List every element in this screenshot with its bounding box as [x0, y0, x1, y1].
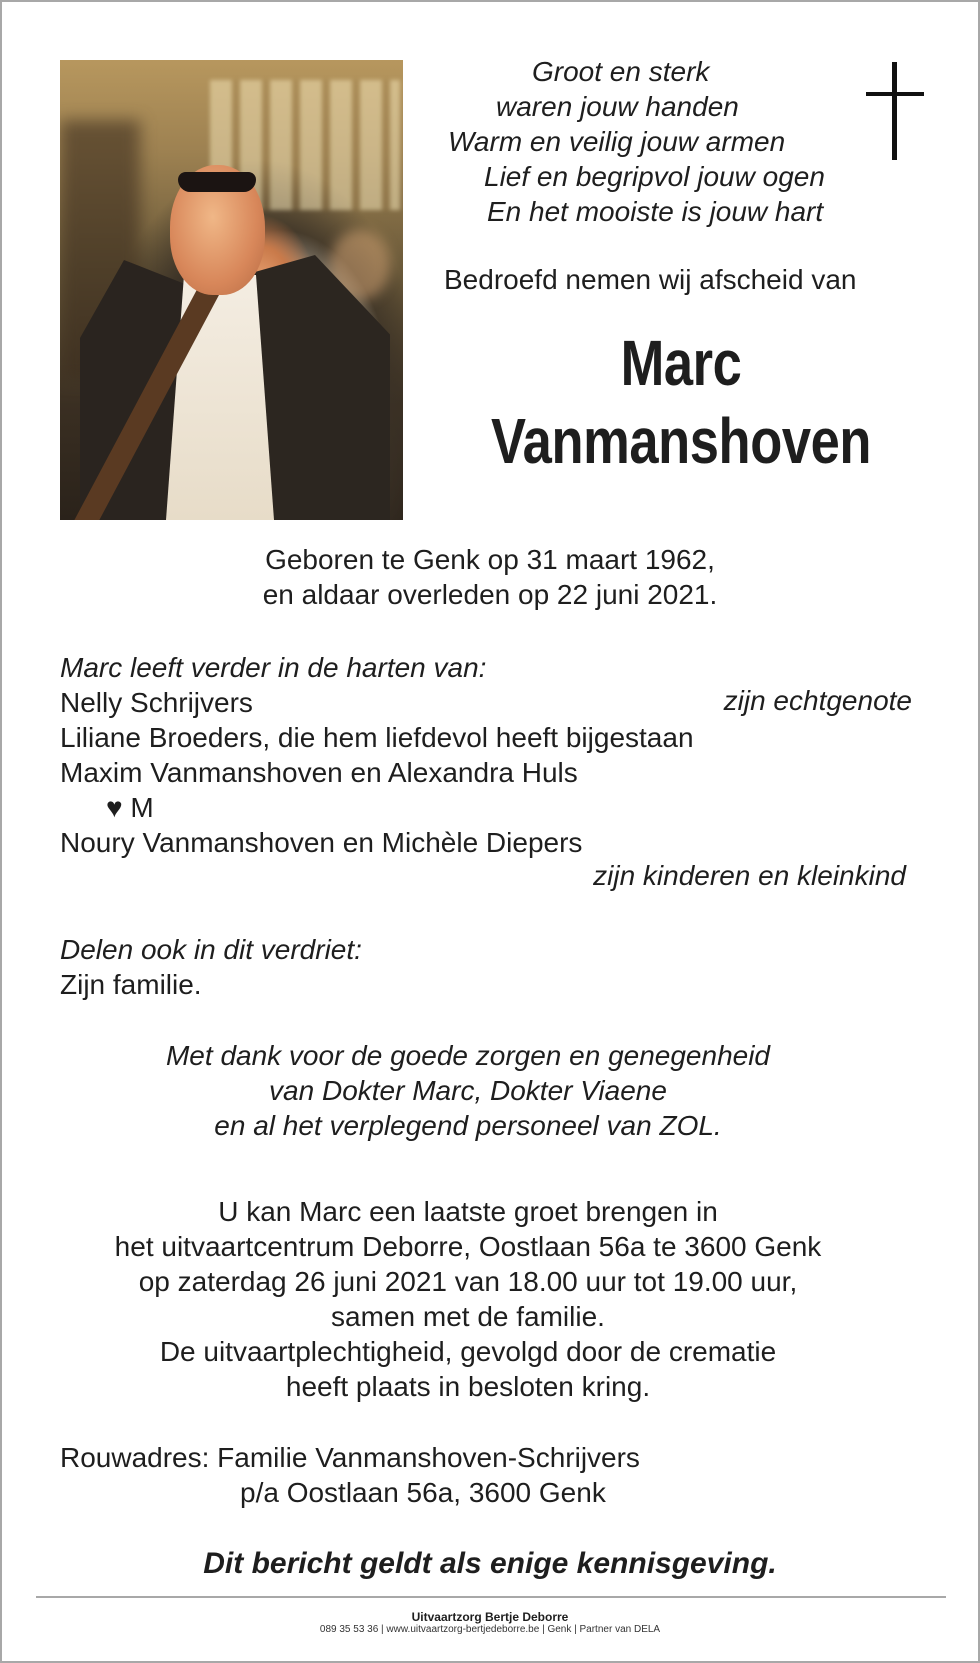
- visitation-line: De uitvaartplechtigheid, gevolgd door de crematie: [159, 1336, 777, 1367]
- closing-notice: Dit bericht geldt als enige kennisgeving.: [203, 1547, 777, 1580]
- farewell-text: Bedroefd nemen wij afscheid van: [444, 264, 857, 295]
- poem-line: Lief en begripvol jouw ogen: [484, 161, 825, 192]
- address-line: p/a Oostlaan 56a, 3600 Genk: [240, 1477, 606, 1508]
- deceased-name: [485, 324, 877, 480]
- poem-line: Warm en veilig jouw armen: [448, 126, 786, 157]
- caregiver-line: Liliane Broeders, die hem liefdevol heeft bijgestaan: [60, 722, 694, 753]
- poem-line: waren jouw handen: [496, 91, 739, 122]
- child-line: Maxim Vanmanshoven en Alexandra Huls: [60, 757, 578, 788]
- survivors-heading: Marc leeft verder in de harten van:: [60, 652, 487, 683]
- spouse-name: Nelly Schrijvers: [60, 687, 253, 718]
- death-line: en aldaar overleden op 22 juni 2021.: [262, 579, 718, 610]
- thanks-line: en al het verplegend personeel van ZOL.: [214, 1110, 722, 1141]
- visitation-line: U kan Marc een laatste groet brengen in: [218, 1196, 718, 1227]
- grandchild-line: ♥ M: [106, 792, 154, 823]
- spouse-relation: zijn echtgenote: [723, 685, 912, 716]
- funeral-home-name: Uitvaartzorg Bertje Deborre: [411, 1610, 569, 1624]
- visitation-line: heeft plaats in besloten kring.: [285, 1371, 651, 1402]
- visitation-line: op zaterdag 26 juni 2021 van 18.00 uur tot 19.00 uur,: [138, 1266, 798, 1297]
- footer-divider: [36, 1596, 946, 1598]
- poem-line: Groot en sterk: [532, 56, 710, 87]
- visitation-line: het uitvaartcentrum Deborre, Oostlaan 56a te 3600 Genk: [114, 1231, 822, 1262]
- portrait-photo: [60, 60, 403, 520]
- poem-line: En het mooiste is jouw hart: [487, 196, 824, 227]
- last-name: Vanmanshoven: [490, 405, 872, 477]
- funeral-home-details: 089 35 53 36 | www.uitvaartzorg-bertjedeborre.be | Genk | Partner van DELA: [319, 1624, 661, 1635]
- first-name: Marc: [620, 327, 742, 399]
- thanks-line: Met dank voor de goede zorgen en genegenheid: [165, 1040, 771, 1071]
- child-line: Noury Vanmanshoven en Michèle Diepers: [60, 827, 583, 858]
- children-relation: zijn kinderen en kleinkind: [593, 860, 906, 891]
- thanks-line: van Dokter Marc, Dokter Viaene: [269, 1075, 667, 1106]
- birth-line: Geboren te Genk op 31 maart 1962,: [265, 544, 715, 575]
- sharing-heading: Delen ook in dit verdriet:: [60, 934, 362, 965]
- visitation-line: samen met de familie.: [331, 1301, 605, 1332]
- address-line: Rouwadres: Familie Vanmanshoven-Schrijvers: [60, 1442, 640, 1473]
- cross-icon: [866, 62, 924, 162]
- family-line: Zijn familie.: [60, 969, 202, 1000]
